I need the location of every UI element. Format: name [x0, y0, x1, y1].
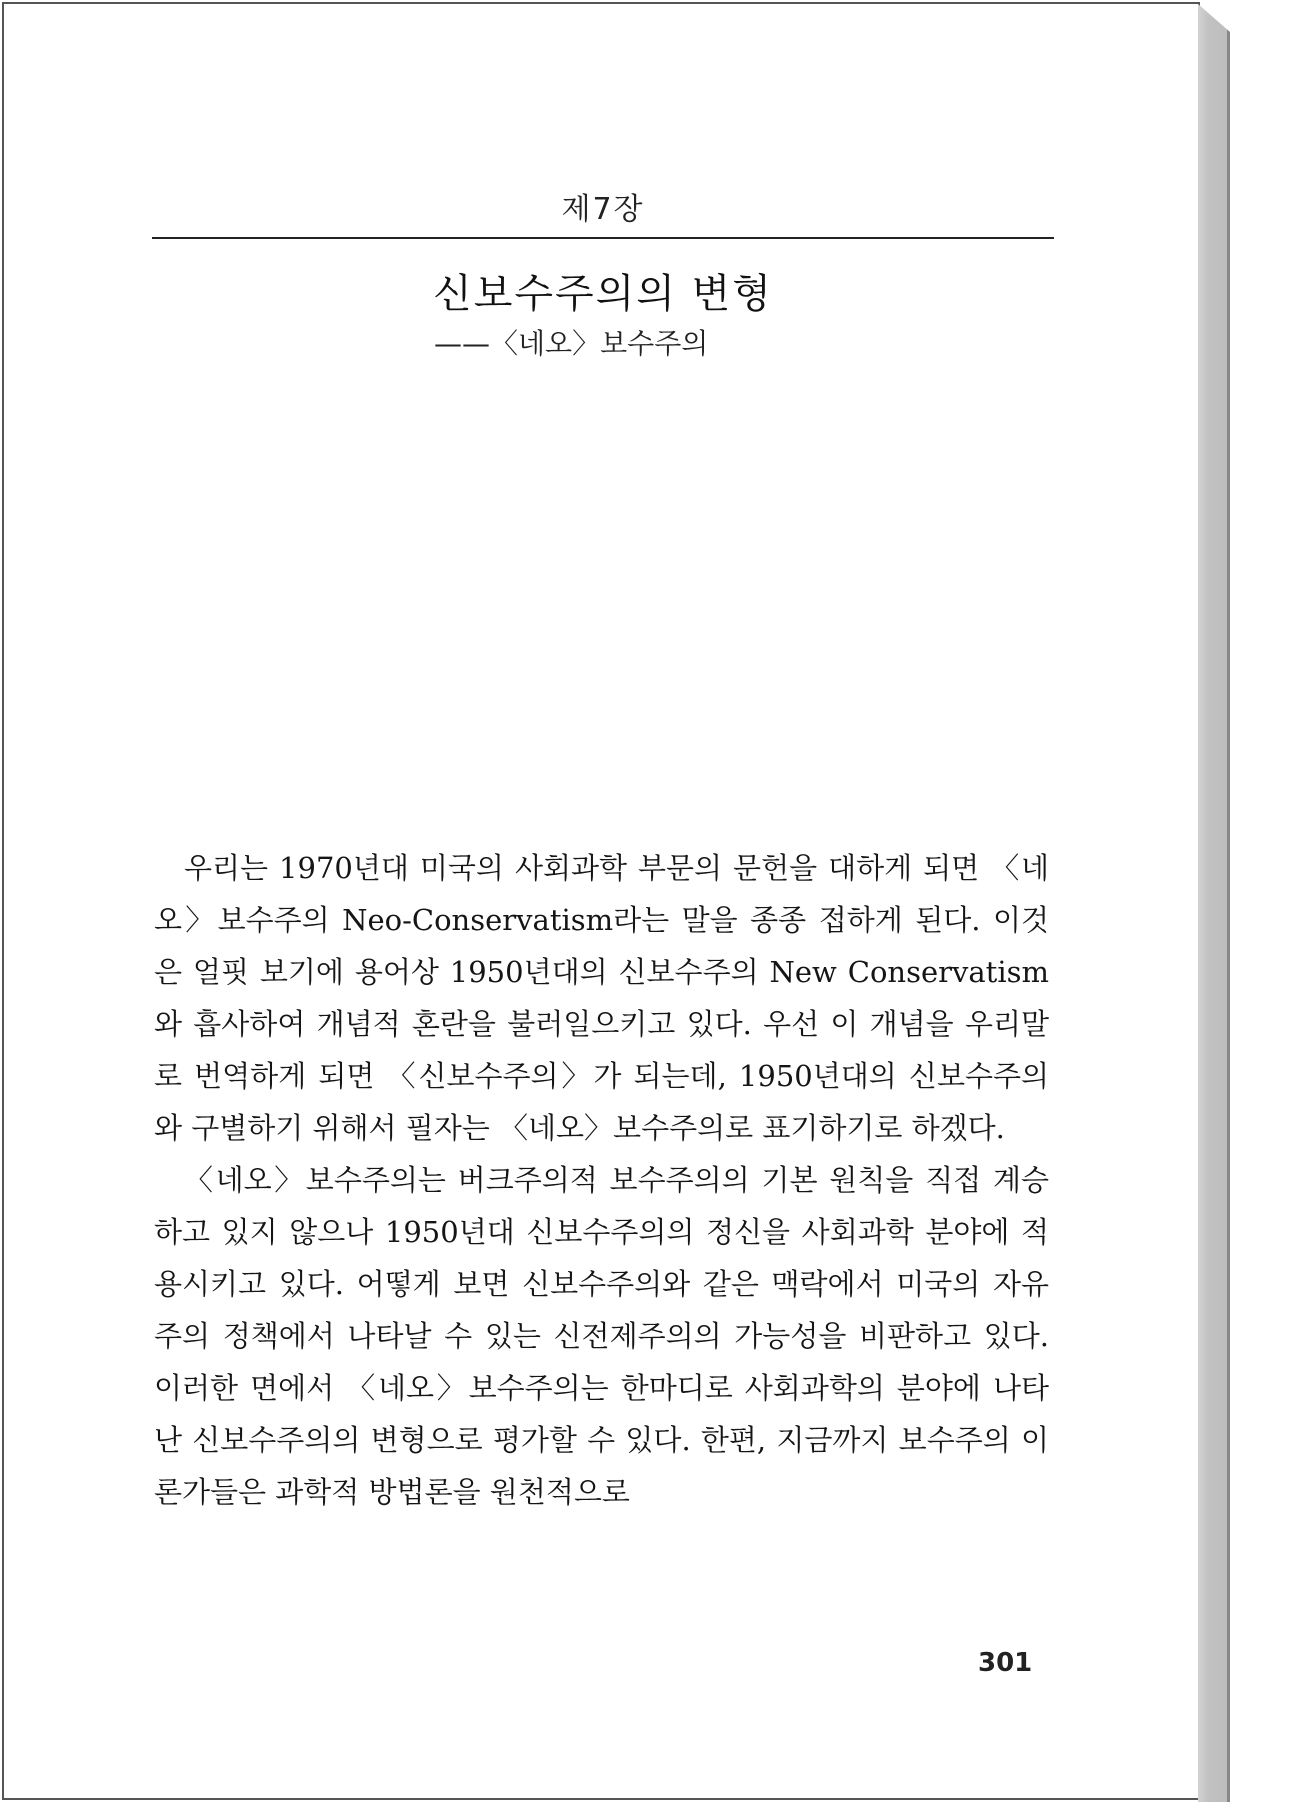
paragraph: 우리는 1970년대 미국의 사회과학 부문의 문헌을 대하게 되면 〈네오〉보수주의 Neo-Conservatism라는 말을 종종 접하게 된다. 이것은 얼핏 보기에 용어상 1950년대의 신보수주의 New Conservatism와 흡사하여 개념적 혼란을 불러일으키고 있다. 우선 이 개념을 우리말로 번역하게 되면 〈신보수주의〉가 되는데, 1950년대의 신보수주의와 구별하기 위해서 필자는 〈네오〉보수주의로 표기하기로 하겠다.: [154, 851, 1049, 1145]
paragraph: 〈네오〉보수주의는 버크주의적 보수주의의 기본 원칙을 직접 계승하고 있지 않으나 1950년대 신보수주의의 정신을 사회과학 분야에 적용시키고 있다. 어떻게 보면 신보수주의와 같은 맥락에서 미국의 자유주의 정책에서 나타날 수 있는 신전제주의의 가능성을 비판하고 있다. 이러한 면에서 〈네오〉보수주의는 한마디로 사회과학의 분야에 나타난 신보수주의의 변형으로 평가할 수 있다. 한편, 지금까지 보수주의 이론가들은 과학적 방법론을 원천적으로: [154, 1163, 1049, 1509]
chapter-subtitle: ——〈네오〉보수주의: [434, 327, 709, 360]
book-page: [2, 2, 1200, 1800]
title-rule: [152, 237, 1054, 239]
chapter-label: 제7장: [561, 192, 645, 227]
chapter-title: 신보수주의의 변형: [433, 271, 773, 317]
page-edge: [1198, 4, 1230, 1802]
page-number: 301: [978, 1648, 1033, 1678]
body-text: [154, 842, 1049, 1518]
